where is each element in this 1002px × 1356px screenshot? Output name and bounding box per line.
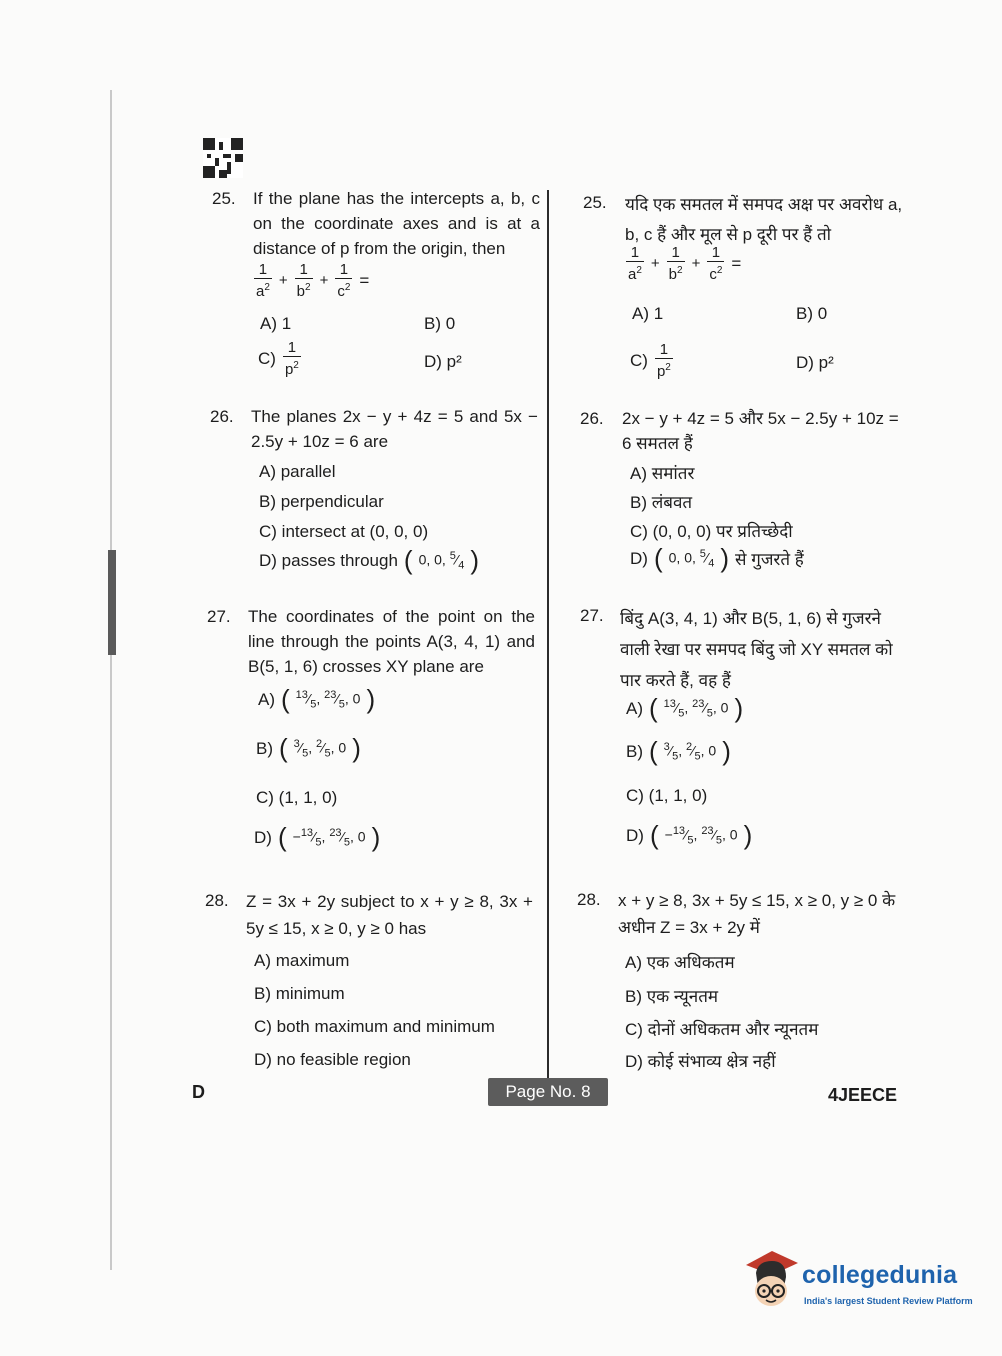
q28-hi-option-b: B) एक न्यूनतम: [625, 987, 719, 1006]
option-label: C): [258, 348, 276, 368]
option-label: B): [256, 738, 273, 758]
option-label: D) passes through: [259, 550, 398, 570]
q25-en-option-d: D) p²: [424, 352, 462, 371]
question-text: बिंदु A(3, 4, 1) और B(5, 1, 6) से गुजरने वाली रेखा पर समपद बिंदु जो XY समतल को पार करते हैं, वह हैं: [620, 609, 893, 690]
q25-en-expression: $\frac{1}{a^2}$ + $\frac{1}{b^2}$ + $\frac{1}{c^2}$ =: [256, 261, 370, 300]
question-number: 26.: [210, 407, 234, 426]
mascot-icon: [742, 1247, 800, 1311]
question-text: If the plane has the intercepts a, b, c on the coordinate axes and is at a distance of p from the origin, then: [253, 189, 540, 258]
q25-en-option-b: B) 0: [424, 314, 456, 333]
question-text: The coordinates of the point on the line through the points A(3, 4, 1) and B(5, 1, 6) crosses XY plane are: [248, 607, 535, 676]
question-text: 2x − y + 4z = 5 और 5x − 2.5y + 10z = 6 समतल हैं: [622, 409, 899, 453]
qr-code-icon: [203, 138, 243, 178]
q27-en-option-a: A) ( $^{13}⁄_5$, $^{23}⁄_5$, 0 ): [258, 684, 376, 714]
option-label: A): [258, 689, 275, 709]
q26-en-option-b: B) perpendicular: [259, 492, 384, 511]
question-text: x + y ≥ 8, 3x + 5y ≤ 15, x ≥ 0, y ≥ 0 के अधीन Z = 3x + 2y में: [618, 891, 896, 937]
column-divider: [547, 190, 549, 1080]
q27-hi-option-c: C) (1, 1, 0): [626, 786, 708, 805]
q26-en-option-c: C) intersect at (0, 0, 0): [259, 522, 429, 541]
q27-hi-option-b: B) ( $^3⁄_5$, $^2⁄_5$, 0 ): [626, 736, 731, 766]
q27-hi-option-a: A) ( $^{13}⁄_5$, $^{23}⁄_5$, 0 ): [626, 693, 744, 723]
q25-hi-expression: $\frac{1}{a^2}$ + $\frac{1}{b^2}$ + $\frac{1}{c^2}$ =: [628, 244, 742, 283]
q26-en-option-a: A) parallel: [259, 462, 336, 481]
page-number: Page No. 8: [488, 1078, 608, 1106]
expression-equals: =: [359, 270, 370, 290]
q27-en-option-d: D) ( $-^{13}⁄_5$, $^{23}⁄_5$, 0 ): [254, 822, 381, 852]
option-label: D): [254, 827, 272, 847]
q25-hi-option-d: D) p²: [796, 353, 834, 372]
exam-code: 4JEECE: [828, 1085, 898, 1105]
binding-mark: [108, 550, 116, 655]
question-number: 25.: [212, 189, 236, 208]
brand-name: collegedunia: [802, 1261, 958, 1289]
q26-hi-option-b: B) लंबवत: [630, 493, 693, 512]
q27-hi-option-d: D) ( $-^{13}⁄_5$, $^{23}⁄_5$, 0 ): [626, 820, 753, 850]
question-number: 27.: [207, 607, 231, 626]
brand-tagline: India's largest Student Review Platform: [804, 1296, 973, 1306]
question-number: 28.: [577, 890, 601, 909]
q26-hi-option-a: A) समांतर: [630, 464, 695, 483]
q28-en-option-d: D) no feasible region: [254, 1050, 411, 1069]
q25-hi-option-c: C) $\frac{1}{p^2}$: [630, 341, 671, 380]
question-text: Z = 3x + 2y subject to x + y ≥ 8, 3x + 5y ≤ 15, x ≥ 0, y ≥ 0 has: [246, 892, 533, 938]
page-edge-line: [110, 90, 112, 1270]
q26-hi-option-c: C) (0, 0, 0) पर प्रतिच्छेदी: [630, 522, 793, 541]
question-number: 28.: [205, 891, 229, 910]
q25-en-option-c: C) $\frac{1}{p^2}$: [258, 339, 299, 378]
option-label: B): [626, 741, 643, 761]
expression-equals: =: [731, 253, 742, 273]
option-label: C): [630, 350, 648, 370]
q25-en-option-a: A) 1: [260, 314, 292, 333]
set-code: D: [192, 1082, 205, 1102]
q26-hi-option-d: D) ( 0, 0, $^5⁄_4$ ) से गुजरते हैं: [630, 543, 804, 573]
question-text: The planes 2x − y + 4z = 5 and 5x − 2.5y + 10z = 6 are: [251, 407, 538, 451]
option-label: D): [626, 825, 644, 845]
q27-en-option-c: C) (1, 1, 0): [256, 788, 338, 807]
option-tail: से गुजरते हैं: [735, 550, 804, 569]
q27-en-option-b: B) ( $^3⁄_5$, $^2⁄_5$, 0 ): [256, 733, 361, 763]
option-label: D): [630, 548, 648, 568]
q28-en-option-a: A) maximum: [254, 951, 350, 970]
question-number: 25.: [583, 193, 607, 212]
q28-en-option-b: B) minimum: [254, 984, 345, 1003]
q28-hi-option-c: C) दोनों अधिकतम और न्यूनतम: [625, 1020, 819, 1039]
q25-hi-option-b: B) 0: [796, 304, 828, 323]
q25-hi-option-a: A) 1: [632, 304, 664, 323]
option-label: A): [626, 698, 643, 718]
question-number: 27.: [580, 606, 604, 625]
q28-hi-option-a: A) एक अधिकतम: [625, 953, 735, 972]
question-number: 26.: [580, 409, 604, 428]
collegedunia-logo: [742, 1245, 972, 1315]
q26-en-option-d: D) passes through ( 0, 0, $^5⁄_4$ ): [259, 545, 479, 575]
q28-en-option-c: C) both maximum and minimum: [254, 1017, 495, 1036]
question-text: यदि एक समतल में समपद अक्ष पर अवरोध a, b, c हैं और मूल से p दूरी पर हैं तो: [625, 195, 903, 244]
q28-hi-option-d: D) कोई संभाव्य क्षेत्र नहीं: [625, 1052, 776, 1071]
